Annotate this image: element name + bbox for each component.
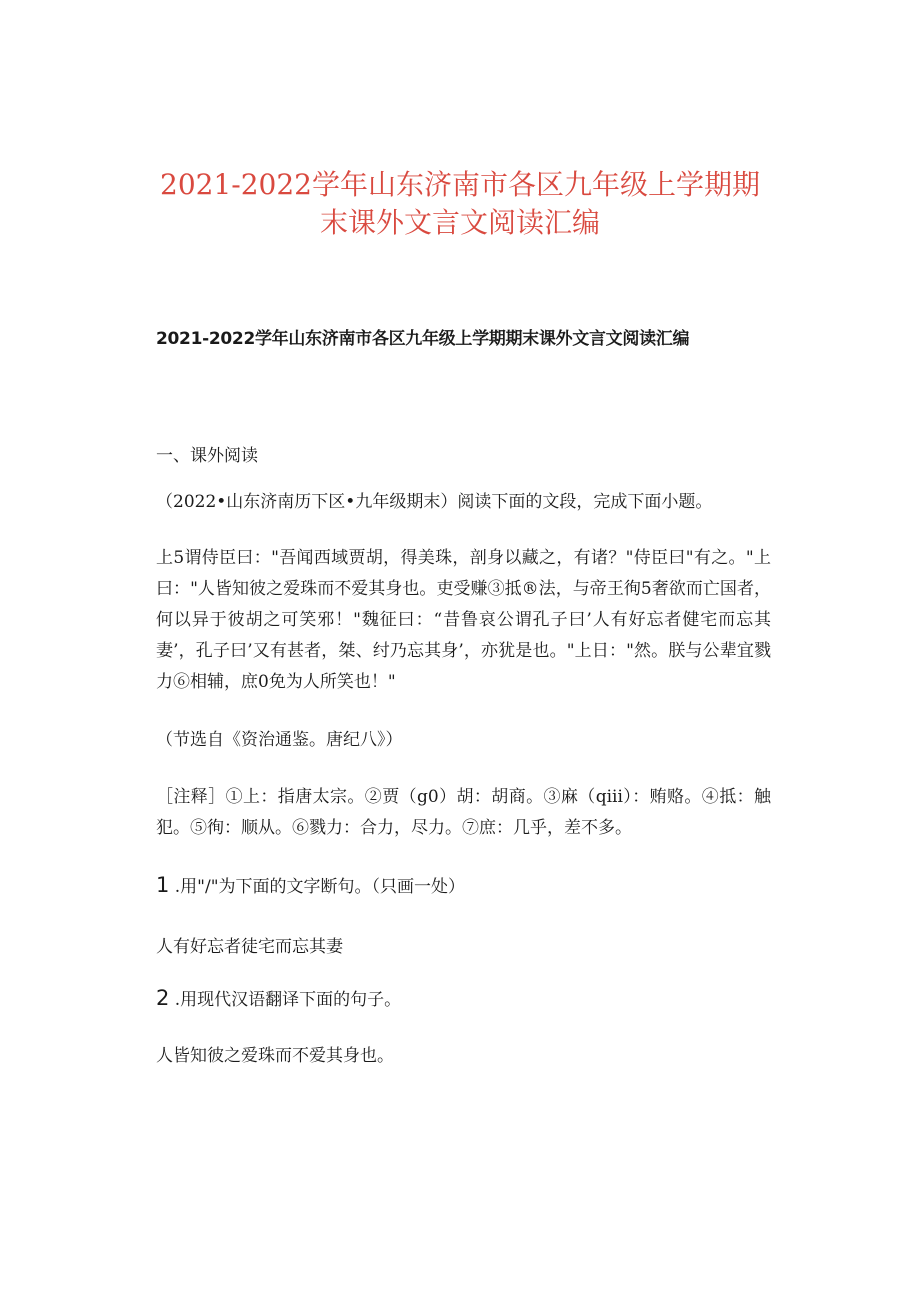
question-2-number: 2 xyxy=(156,986,170,1010)
document-subtitle: 2021-2022学年山东济南市各区九年级上学期期末课外文言文阅读汇编 xyxy=(156,329,690,349)
question-2-text: .用现代汉语翻译下面的句子。 xyxy=(174,990,402,1010)
question-1 xyxy=(156,870,465,903)
question-2 xyxy=(156,983,401,1016)
passage-citation: （节选自《资治通鉴。唐纪八》） xyxy=(156,730,403,750)
document-title-line-2: 末课外文言文阅读汇编 xyxy=(319,206,600,239)
question-1-number: 1 xyxy=(156,873,170,897)
annotation-notes: ［注释］①上：指唐太宗。②贾（g0）胡：胡商。③麻（qiii）：贿赂。④抵：触犯。⑤徇：顺从。⑥戮力：合力，尽力。⑦庶：几乎，差不多。 xyxy=(156,787,771,838)
question-2-sentence: 人皆知彼之爱珠而不爱其身也。 xyxy=(156,1046,394,1066)
question-1-text: .用"/"为下面的文字断句。（只画一处） xyxy=(174,877,466,897)
section-heading: 一、课外阅读 xyxy=(156,446,258,466)
document-title-line-1: 2021-2022学年山东济南市各区九年级上学期期 xyxy=(160,168,760,201)
source-intro: （2022•山东济南历下区•九年级期末）阅读下面的文段，完成下面小题。 xyxy=(156,492,713,512)
question-1-sentence: 人有好忘者徒宅而忘其妻 xyxy=(156,937,343,957)
classical-passage: 上5谓侍臣曰："吾闻西域贾胡，得美珠，剖身以藏之，有诸？"侍臣曰"有之。"上曰："人皆知彼之爱珠而不爱其身也。吏受赚③抵®法，与帝王徇5奢欲而亡国者，何以异于彼胡之可笑邪！"魏征曰：“昔鲁哀公谓孔子曰’人有好忘者健宅而忘其妻’，孔子曰’又有甚者，桀、纣乃忘其身’，亦犹是也。"上日："然。朕与公辈宜戮力⑥相辅，庶0免为人所笑也！" xyxy=(156,548,771,692)
